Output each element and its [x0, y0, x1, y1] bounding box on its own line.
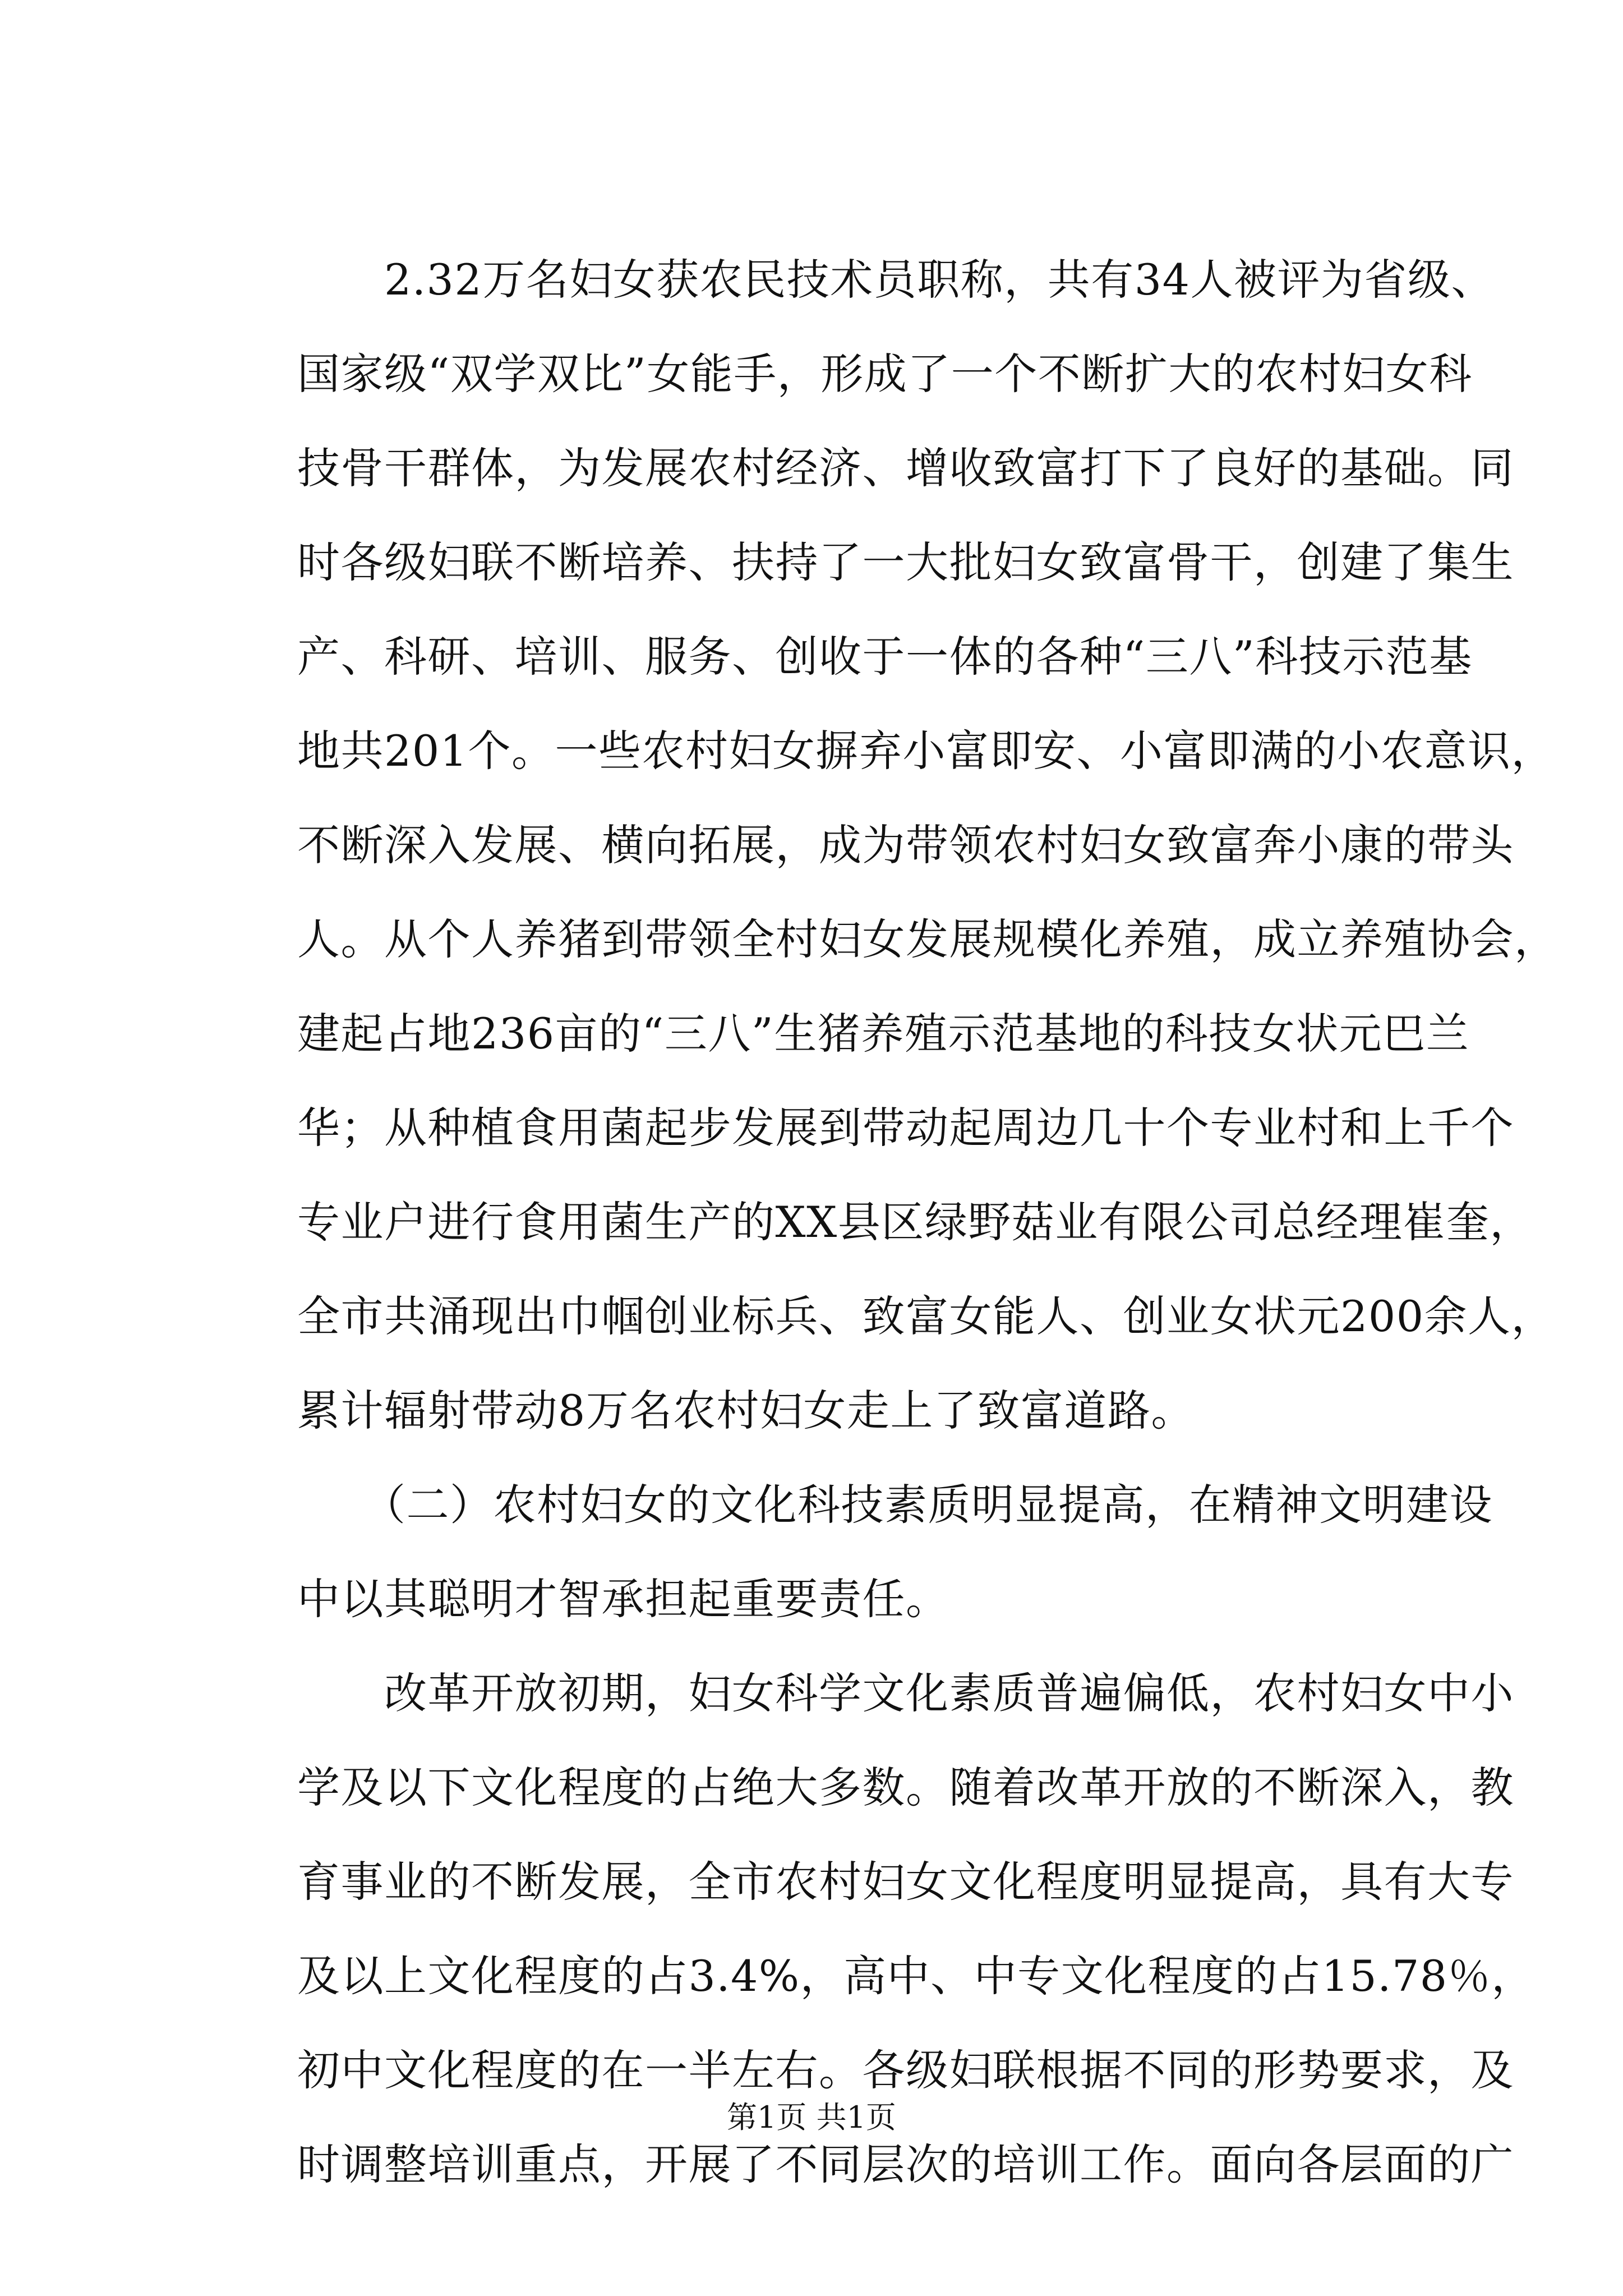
text-line: 技骨干群体，为发展农村经济、增收致富打下了良好的基础。同 — [297, 443, 1514, 493]
text-line: 华；从种植食用菌起步发展到带动起周边几十个专业村和上千个 — [297, 1103, 1514, 1153]
text-line: 国家级“双学双比”女能手，形成了一个不断扩大的农村妇女科 — [297, 349, 1473, 399]
text-line: 全市共涌现出巾帼创业标兵、致富女能人、创业女状元200余人， — [297, 1291, 1555, 1341]
text-line: 2.32万名妇女获农民技术员职称，共有34人被评为省级、 — [297, 255, 1495, 305]
text-line: 人。从个人养猪到带领全村妇女发展规模化养殖，成立养殖协会， — [297, 914, 1558, 964]
text-line: 累计辐射带动8万名农村妇女走上了致富道路。 — [297, 1386, 1195, 1435]
text-line: 产、科研、培训、服务、创收于一体的各种“三八”科技示范基 — [297, 632, 1473, 682]
text-line: 育事业的不断发展，全市农村妇女文化程度明显提高，具有大专 — [297, 1857, 1514, 1907]
text-line: 时各级妇联不断培养、扶持了一大批妇女致富骨干，创建了集生 — [297, 537, 1514, 587]
text-line: （二）农村妇女的文化科技素质明显提高，在精神文明建设 — [297, 1480, 1493, 1530]
text-line: 建起占地236亩的“三八”生猪养殖示范基地的科技女状元巴兰 — [297, 1009, 1470, 1059]
text-line: 中以其聪明才智承担起重要责任。 — [297, 1574, 949, 1624]
text-line: 学及以下文化程度的占绝大多数。随着改革开放的不断深入，教 — [297, 1763, 1514, 1812]
text-line: 时调整培训重点，开展了不同层次的培训工作。面向各层面的广 — [297, 2139, 1514, 2189]
page-footer: 第1页 共1页 — [727, 2100, 896, 2135]
text-line: 初中文化程度的在一半左右。各级妇联根据不同的形势要求，及 — [297, 2045, 1514, 2095]
text-line: 地共201个。一些农村妇女摒弃小富即安、小富即满的小农意识， — [297, 726, 1555, 776]
text-line: 改革开放初期，妇女科学文化素质普遍偏低，农村妇女中小 — [297, 1668, 1514, 1718]
text-line: 专业户进行食用菌生产的XX县区绿野菇业有限公司总经理崔奎， — [297, 1197, 1533, 1247]
body-text — [297, 233, 1558, 2212]
text-line: 不断深入发展、横向拓展，成为带领农村妇女致富奔小康的带头 — [297, 820, 1514, 870]
text-line: 及以上文化程度的占3.4%，高中、中专文化程度的占15.78％， — [297, 1951, 1535, 2001]
